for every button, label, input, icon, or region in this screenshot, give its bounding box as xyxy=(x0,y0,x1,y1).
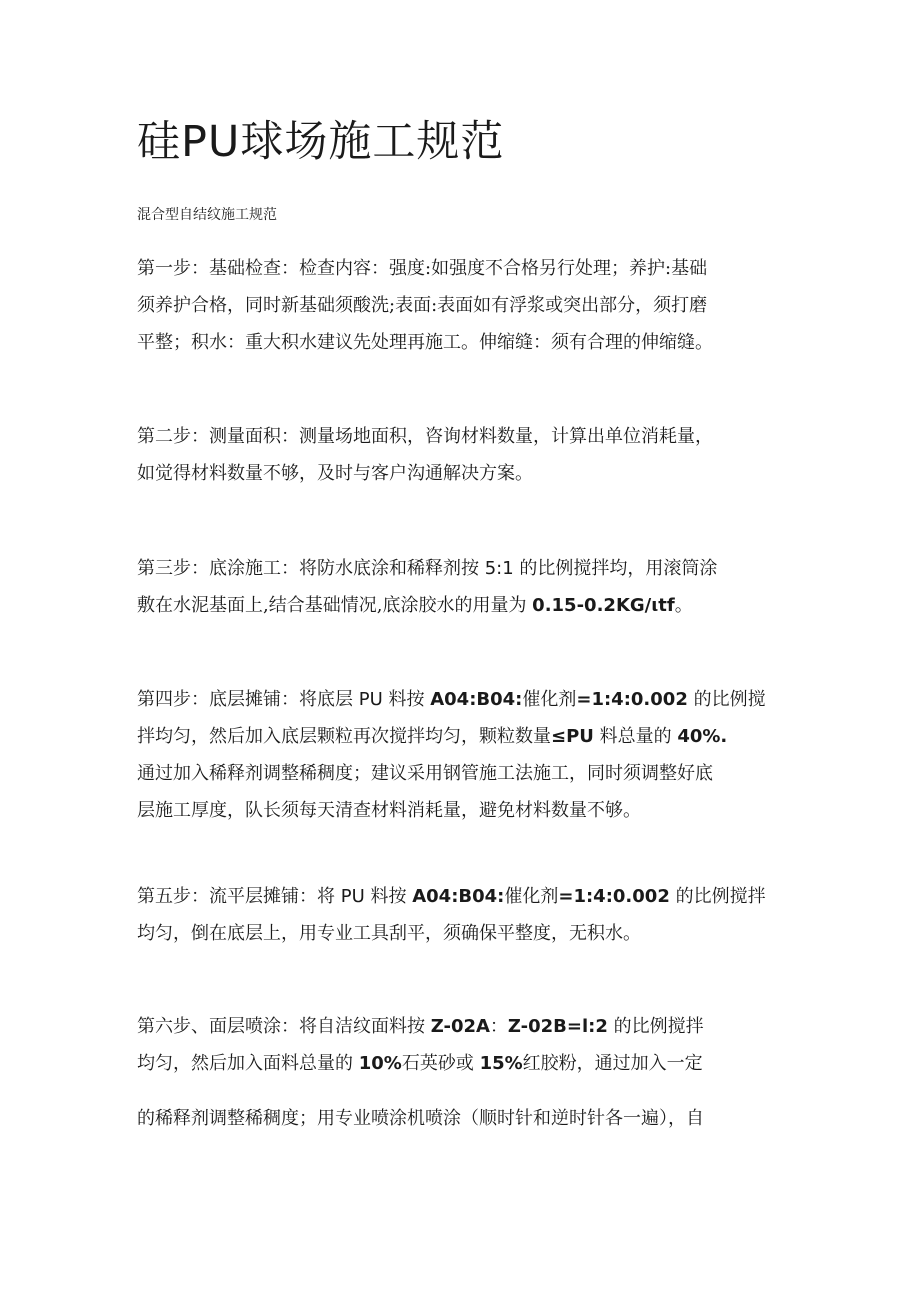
text-segment: 第二步：测量面积：测量场地面积，咨询材料数量，计算出单位消耗量， xyxy=(137,426,713,447)
text-segment: 红胶粉，通过加入一定 xyxy=(522,1053,703,1074)
text-segment: 第五步：流平层摊铺：将 xyxy=(137,886,341,907)
text-line xyxy=(137,755,787,792)
text-segment: 催化剂 xyxy=(522,689,577,710)
text-segment: ： xyxy=(489,1016,508,1037)
text-segment: 第四步：底层摊铺：将底层 xyxy=(137,689,359,710)
text-segment: 0.15-0.2KG/ιtf xyxy=(532,595,675,616)
text-segment: 。 xyxy=(674,595,693,616)
text-segment: 均匀，然后加入面料总量的 xyxy=(137,1053,359,1074)
text-segment: PU xyxy=(358,689,383,710)
text-segment: PU xyxy=(340,886,365,907)
text-line xyxy=(137,1100,787,1137)
text-segment: 平整；积水：重大积水建议先处理再施工。伸缩缝：须有合理的伸缩缝。 xyxy=(137,332,713,353)
text-segment: 10% xyxy=(358,1053,402,1074)
text-segment: 40%. xyxy=(677,726,728,747)
text-segment: 层施工厚度，队长须每天清查材料消耗量，避免材料数量不够。 xyxy=(137,800,641,821)
step-paragraph xyxy=(137,1008,787,1137)
text-segment: 通过加入稀释剂调整稀稠度；建议采用钢管施工法施工，同时须调整好底 xyxy=(137,763,713,784)
document-title: 硅PU球场施工规范 xyxy=(137,117,505,167)
step-paragraph xyxy=(137,250,787,361)
text-segment: =1:4:0.002 xyxy=(558,886,670,907)
text-line xyxy=(137,1045,787,1082)
text-line xyxy=(137,915,787,952)
step-paragraph xyxy=(137,681,787,829)
text-segment: 料按 xyxy=(382,689,431,710)
text-line xyxy=(137,681,787,718)
text-segment: 如觉得材料数量不够，及时与客户沟通解决方案。 xyxy=(137,463,533,484)
text-line xyxy=(137,792,787,829)
text-segment: 第三步：底涂施工：将防水底涂和稀释剂按 xyxy=(137,558,485,579)
step-paragraph xyxy=(137,418,787,492)
text-segment: 的比例搅 xyxy=(687,689,766,710)
text-segment: 的比例搅拌均，用滚筒涂 xyxy=(513,558,718,579)
text-line xyxy=(137,250,787,287)
text-segment: A04:B04: xyxy=(430,689,523,710)
text-line xyxy=(137,1008,787,1045)
text-segment: 第六步、面层喷涂：将自洁纹面料按 xyxy=(137,1016,431,1037)
text-segment: 的比例搅拌 xyxy=(607,1016,704,1037)
text-line xyxy=(137,287,787,324)
text-segment: 石英砂或 xyxy=(401,1053,480,1074)
text-segment: 催化剂 xyxy=(504,886,559,907)
text-line xyxy=(137,418,787,455)
document-subtitle: 混合型自结纹施工规范 xyxy=(137,207,277,223)
text-segment: 敷在水泥基面上,结合基础情况,底涂胶水的用量为 xyxy=(137,595,533,616)
text-segment: A04:B04: xyxy=(412,886,505,907)
text-line xyxy=(137,587,787,624)
text-segment: Z-02B=l:2 xyxy=(507,1016,608,1037)
text-segment: 拌均匀，然后加入底层颗粒再次搅拌均匀，颗粒数量 xyxy=(137,726,551,747)
text-segment: 15% xyxy=(479,1053,523,1074)
text-segment: Z-02A xyxy=(430,1016,490,1037)
text-segment: ≤PU xyxy=(551,726,594,747)
text-line xyxy=(137,550,787,587)
paragraph-gap xyxy=(137,1082,787,1100)
step-paragraph xyxy=(137,550,787,624)
text-line xyxy=(137,324,787,361)
text-segment: 料总量的 xyxy=(593,726,678,747)
text-segment: 均匀，倒在底层上，用专业工具刮平，须确保平整度，无积水。 xyxy=(137,923,641,944)
text-segment: 的比例搅拌 xyxy=(669,886,766,907)
text-line xyxy=(137,455,787,492)
text-segment: 5:1 xyxy=(484,558,514,579)
step-paragraph xyxy=(137,878,787,952)
text-segment: =1:4:0.002 xyxy=(576,689,688,710)
text-segment: 须养护合格，同时新基础须酸洗;表面:表面如有浮浆或突出部分，须打磨 xyxy=(137,295,708,316)
text-line xyxy=(137,718,787,755)
text-segment: 料按 xyxy=(364,886,413,907)
text-segment: 第一步：基础检查：检查内容：强度:如强度不合格另行处理；养护:基础 xyxy=(137,258,708,279)
text-segment: 的稀释剂调整稀稠度；用专业喷涂机喷涂（顺时针和逆时针各一遍），自 xyxy=(137,1108,704,1129)
text-line xyxy=(137,878,787,915)
